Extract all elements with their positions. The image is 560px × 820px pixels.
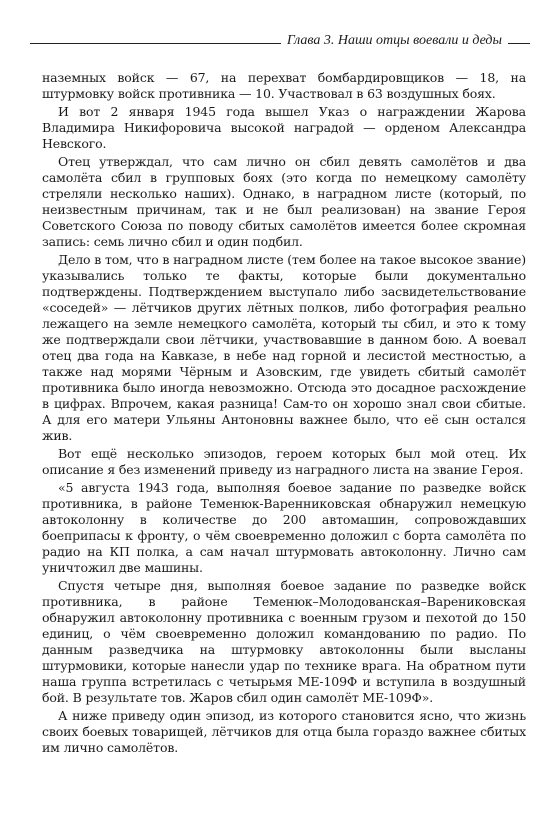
paragraph-quote: Спустя четыре дня, выполняя боевое задание по разведке войск противника, в районе Теменюк–Молодованская–Варениковская обнаружил автоколонну противника с военным грузом и пехотой до 150 единиц, о чём своевременно доложил командованию по радио. По данным разведчика на штурмовку автоколонны были высланы штурмовики, которые нанесли удар по технике врага. На обратном пути наша группа встретилась с четырьмя МЕ-109Ф и вступила в воздушный бой. В результате тов. Жаров сбил один самолёт МЕ-109Ф». bbox=[42, 578, 526, 705]
chapter-title: Глава 3. Наши отцы воевали и деды bbox=[286, 33, 502, 48]
body-text bbox=[42, 70, 526, 756]
paragraph-continued: наземных войск — 67, на перехват бомбардировщиков — 18, на штурмовку войск противника — 10. Участвовал в 63 воздушных боях. bbox=[42, 70, 526, 101]
paragraph: Вот ещё несколько эпизодов, героем которых был мой отец. Их описание я без изменений приведу из наградного листа на звание Героя. bbox=[42, 446, 526, 477]
paragraph: Отец утверждал, что сам лично он сбил девять самолётов и два самолёта сбил в групповых боях (это когда по немецкому самолёту стреляли несколько наших). Однако, в наградном листе (который, по неизвестным причинам, так и не был реализован) на звание Героя Советского Союза по поводу сбитых самолётов имеется более скромная запись: семь лично сбил и один подбил. bbox=[42, 154, 526, 249]
header-rule-right bbox=[508, 43, 530, 44]
paragraph: Дело в том, что в наградном листе (тем более на такое высокое звание) указывались только те факты, которые были документально подтверждены. Подтверждением выступало либо засвидетельствование «соседей» — лётчиков других лётных полков, либо фотография реально лежащего на земле немецкого самолёта, который ты сбил, и это к тому же подтверждали свои лётчики, участвовавшие в данном бою. А воевал отец два года на Кавказе, в небе над горной и лесистой местностью, а также над морями Чёрным и Азовским, где увидеть сбитый самолёт противника было иногда невозможно. Отсюда это досадное расхождение в цифрах. Впрочем, какая разница! Сам-то он хорошо знал свои сбитые. А для его матери Ульяны Антоновны важнее было, что её сын остался жив. bbox=[42, 252, 527, 443]
paragraph-quote: «5 августа 1943 года, выполняя боевое задание по разведке войск противника, в районе Теменюк-Варенниковская обнаружил немецкую автоколонну в количестве до 200 автомашин, сопровождавших боеприпасы к фронту, о чём своевременно доложил с борта самолёта по радио на КП полка, а сам начал штурмовать автоколонну. Лично сам уничтожил две машины. bbox=[42, 480, 526, 575]
paragraph: А ниже приведу один эпизод, из которого становится ясно, что жизнь своих боевых товарищей, лётчиков для отца была гораздо важнее сбитых им лично самолётов. bbox=[42, 708, 526, 755]
paragraph: И вот 2 января 1945 года вышел Указ о награждении Жарова Владимира Никифоровича высокой наградой — орденом Александра Невского. bbox=[42, 104, 526, 151]
running-header bbox=[30, 33, 530, 49]
header-rule-left bbox=[30, 43, 281, 44]
